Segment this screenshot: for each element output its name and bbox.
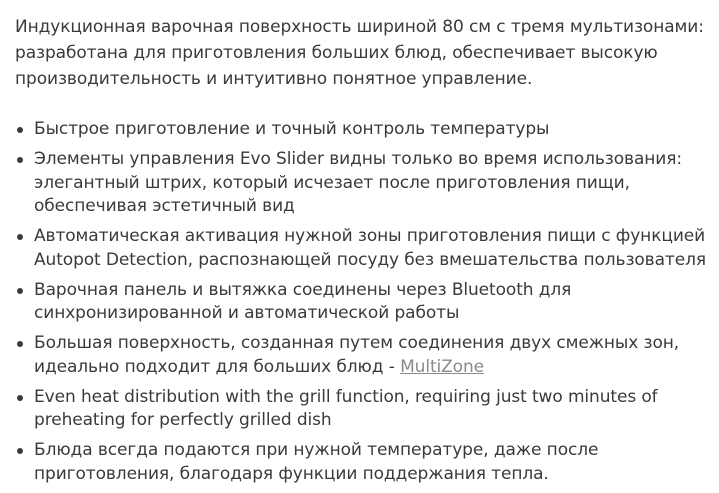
feature-list <box>15 118 715 493</box>
product-description <box>15 14 715 92</box>
list-item <box>15 148 715 219</box>
list-item <box>15 225 715 272</box>
feature-text: Блюда всегда подаются при нужной температуре, даже после приготовления, благодаря функции поддержания тепла. <box>34 440 599 484</box>
list-item <box>15 332 715 379</box>
list-item <box>15 439 715 486</box>
feature-text: Автоматическая активация нужной зоны приготовления пищи с функцией Autopot Detection, распознающей посуду без вмешательства пользователя <box>34 226 706 270</box>
list-item <box>15 386 715 433</box>
intro-paragraph: Индукционная варочная поверхность шириной 80 см с тремя мультизонами: разработана для приготовления больших блюд, обеспечивает высокую производительность и интуитивно понятное управление. <box>15 17 704 89</box>
feature-text: Быстрое приготовление и точный контроль температуры <box>34 119 550 139</box>
feature-text: Большая поверхность, созданная путем соединения двух смежных зон, идеально подходит для больших блюд - <box>34 333 680 377</box>
multizone-link[interactable]: MultiZone <box>400 356 485 377</box>
feature-text: Варочная панель и вытяжка соединены через Bluetooth для синхронизированной и автоматической работы <box>34 279 572 323</box>
list-item <box>15 279 715 326</box>
feature-text: Элементы управления Evo Slider видны только во время использования: элегантный штрих, который исчезает после приготовления пищи, обеспечивая эстетичный вид <box>34 149 682 216</box>
feature-text: Even heat distribution with the grill function, requiring just two minutes of preheating for perfectly grilled dish <box>34 386 658 430</box>
list-item <box>15 118 715 142</box>
